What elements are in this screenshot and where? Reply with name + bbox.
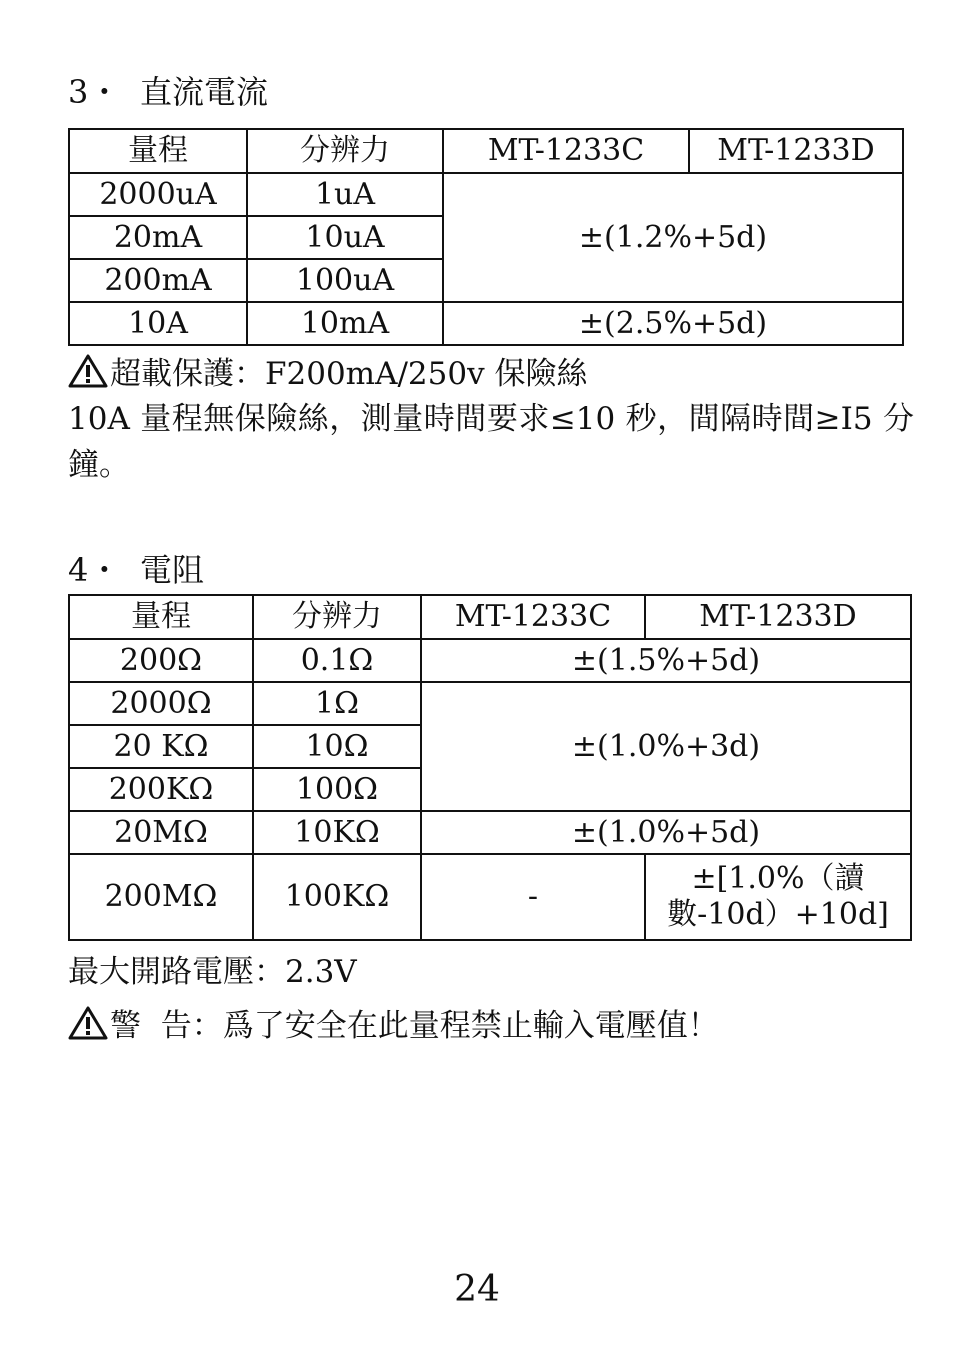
open-voltage-note: 最大開路電壓：2.3V <box>68 954 357 990</box>
header-model-c: MT-1233C <box>421 595 645 639</box>
table-row <box>69 639 911 682</box>
resolution-cell: 10KΩ <box>253 811 421 854</box>
overload-note <box>68 352 587 396</box>
accuracy-cell: ±(1.2%+5d) <box>443 173 903 302</box>
section-number: 4・ <box>68 551 121 589</box>
resolution-cell: 100KΩ <box>253 854 421 940</box>
voltage-warning <box>68 1004 719 1048</box>
header-range: 量程 <box>69 595 253 639</box>
header-range: 量程 <box>69 129 247 173</box>
resolution-cell: 10uA <box>247 216 443 259</box>
table-header-row <box>69 129 903 173</box>
table-row <box>69 682 911 725</box>
range-cell: 2000Ω <box>69 682 253 725</box>
range-cell: 20MΩ <box>69 811 253 854</box>
section-3-heading <box>68 72 268 112</box>
table-header-row <box>69 595 911 639</box>
accuracy-cell: ±(1.0%+3d) <box>421 682 911 811</box>
header-model-c: MT-1233C <box>443 129 689 173</box>
range-cell: 200Ω <box>69 639 253 682</box>
warning-triangle-icon <box>68 354 108 388</box>
accuracy-cell-model-d: ±[1.0%（讀數-10d）+10d] <box>645 854 911 940</box>
range-cell: 2000uA <box>69 173 247 216</box>
voltage-warning-text: 警 告：爲了安全在此量程禁止輸入電壓值！ <box>110 1008 719 1044</box>
section-number: 3・ <box>68 73 121 111</box>
section-title: 直流電流 <box>140 73 269 111</box>
accuracy-cell: ±(2.5%+5d) <box>443 302 903 345</box>
header-resolution: 分辨力 <box>253 595 421 639</box>
resolution-cell: 10Ω <box>253 725 421 768</box>
table-row <box>69 811 911 854</box>
resolution-cell: 0.1Ω <box>253 639 421 682</box>
header-resolution: 分辨力 <box>247 129 443 173</box>
range-cell: 200mA <box>69 259 247 302</box>
header-model-d: MT-1233D <box>645 595 911 639</box>
page-number: 24 <box>454 1269 500 1310</box>
header-model-d: MT-1233D <box>689 129 903 173</box>
fuse-paragraph: 10A 量程無保險絲，測量時間要求≤10 秒，間隔時間≥I5 分鐘。 <box>68 401 914 483</box>
range-cell: 10A <box>69 302 247 345</box>
range-cell: 20mA <box>69 216 247 259</box>
accuracy-cell: ±(1.0%+5d) <box>421 811 911 854</box>
table-row <box>69 302 903 345</box>
section-title: 電阻 <box>140 551 205 589</box>
resolution-cell: 1Ω <box>253 682 421 725</box>
table-row <box>69 173 903 216</box>
resolution-cell: 100Ω <box>253 768 421 811</box>
warning-triangle-icon <box>68 1006 108 1040</box>
accuracy-cell-model-c: - <box>421 854 645 940</box>
range-cell: 200MΩ <box>69 854 253 940</box>
accuracy-cell: ±(1.5%+5d) <box>421 639 911 682</box>
resistance-table <box>68 594 912 941</box>
dc-current-table <box>68 128 904 346</box>
resolution-cell: 10mA <box>247 302 443 345</box>
section-4-heading <box>68 550 204 590</box>
resolution-cell: 1uA <box>247 173 443 216</box>
overload-note-text: 超載保護：F200mA/250v 保險絲 <box>110 356 588 392</box>
resolution-cell: 100uA <box>247 259 443 302</box>
range-cell: 20 KΩ <box>69 725 253 768</box>
table-row <box>69 854 911 940</box>
range-cell: 200KΩ <box>69 768 253 811</box>
